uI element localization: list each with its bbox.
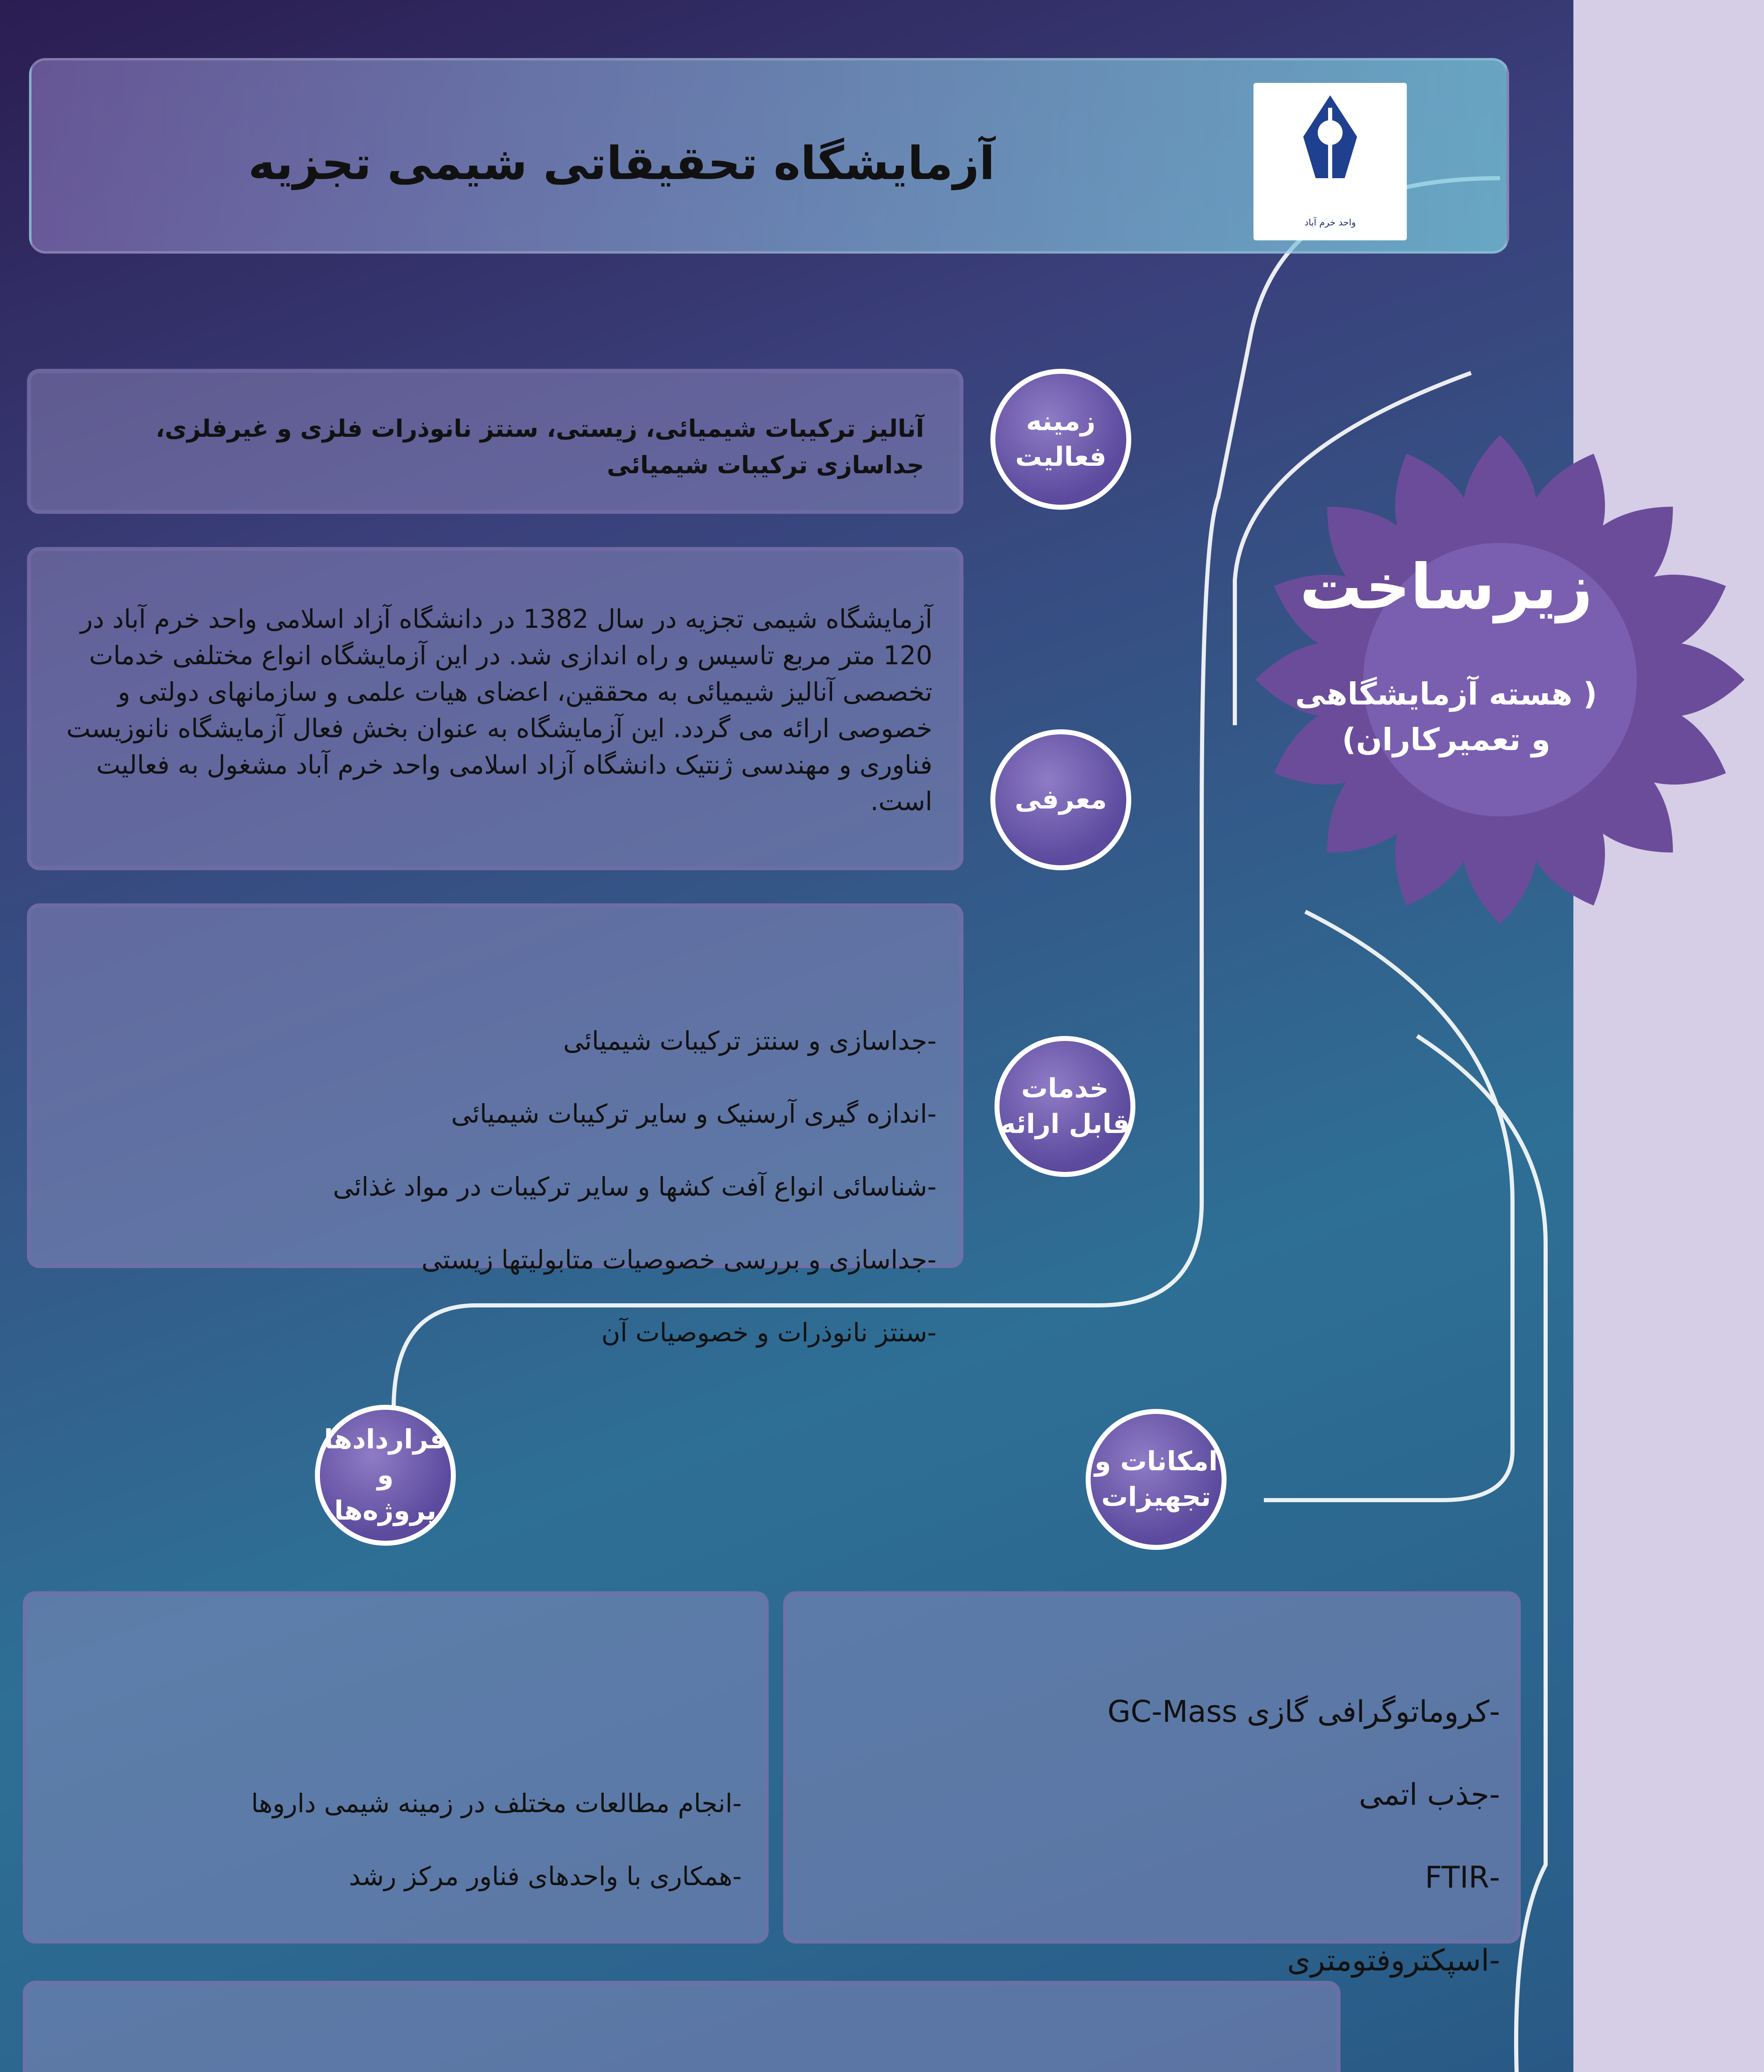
licenses-panel [23,1981,1341,2072]
contracts-circle: قراردادها و پروژه‌ها [315,1405,456,1546]
activity-text: آنالیز ترکیبات شیمیائی، زیستی، سنتز نانوذرات فلزی و غیرفلزی، جداسازی ترکیبات شیمیائی [155,414,924,479]
logo-caption: واحد خرم آباد [1304,218,1356,228]
equipment-item: -کروماتوگرافی گازی GC-Mass [1107,1694,1500,1729]
intro-text: آزمایشگاه شیمی تجزیه در سال 1382 در دانشگاه آزاد اسلامی واحد خرم آباد در 120 متر مربع تاسیس و راه اندازی شد. در این آزمایشگاه انواع مختلفی خدمات تخصصی آنالیز شیمیائی به محققین، اعضای هیات علمی و سازمانهای دولتی و خصوصی ارائه می گردد. این آزمایشگاه به عنوان بخش فعال آزمایشگاه نانوزیست فناوری و مهندسی ژنتیک دانشگاه آزاد اسلامی واحد خرم آباد مشغول به فعالیت است. [66,604,932,816]
services-item: -جداسازی و سنتز ترکیبات شیمیائی [563,1026,936,1056]
university-logo [1253,83,1407,240]
equipment-item: -جذب اتمی [1359,1777,1500,1812]
services-list [166,986,936,1387]
services-item: -سنتز نانوذرات و خصوصیات آن [601,1317,936,1348]
contracts-item: -انجام مطالعات مختلف در زمینه شیمی داروها [251,1788,742,1818]
flower-title: زیرساخت [1299,551,1593,623]
equipment-list [829,1649,1500,2022]
university-emblem-icon [1253,83,1407,207]
equipment-circle: امکانات و تجهیزات [1086,1409,1227,1550]
services-circle: خدمات قابل ارائه [995,1036,1135,1177]
services-item: -شناسائی انواع آفت کشها و سایر ترکیبات در مواد غذائی [333,1172,936,1202]
page-title: آزمایشگاه تحقیقاتی شیمی تجزیه [248,137,995,190]
equipment-item: -اسپکتروفتومتری [1287,1943,1500,1978]
intro-circle: معرفی [990,729,1131,870]
activity-circle: زمینه فعالیت [990,369,1131,510]
flower-subtitle: ( هسته آزمایشگاهی و تعمیرکاران) [1295,676,1597,758]
services-item: -اندازه گیری آرسنیک و سایر ترکیبات شیمیائی [451,1099,936,1129]
equipment-item: -FTIR [1425,1860,1500,1895]
contracts-item: -همکاری با واحدهای فناور مرکز رشد [348,1861,742,1891]
contracts-list [62,1749,742,1931]
services-item: -جداسازی و بررسی خصوصیات متابولیتها زیستی [421,1244,936,1275]
